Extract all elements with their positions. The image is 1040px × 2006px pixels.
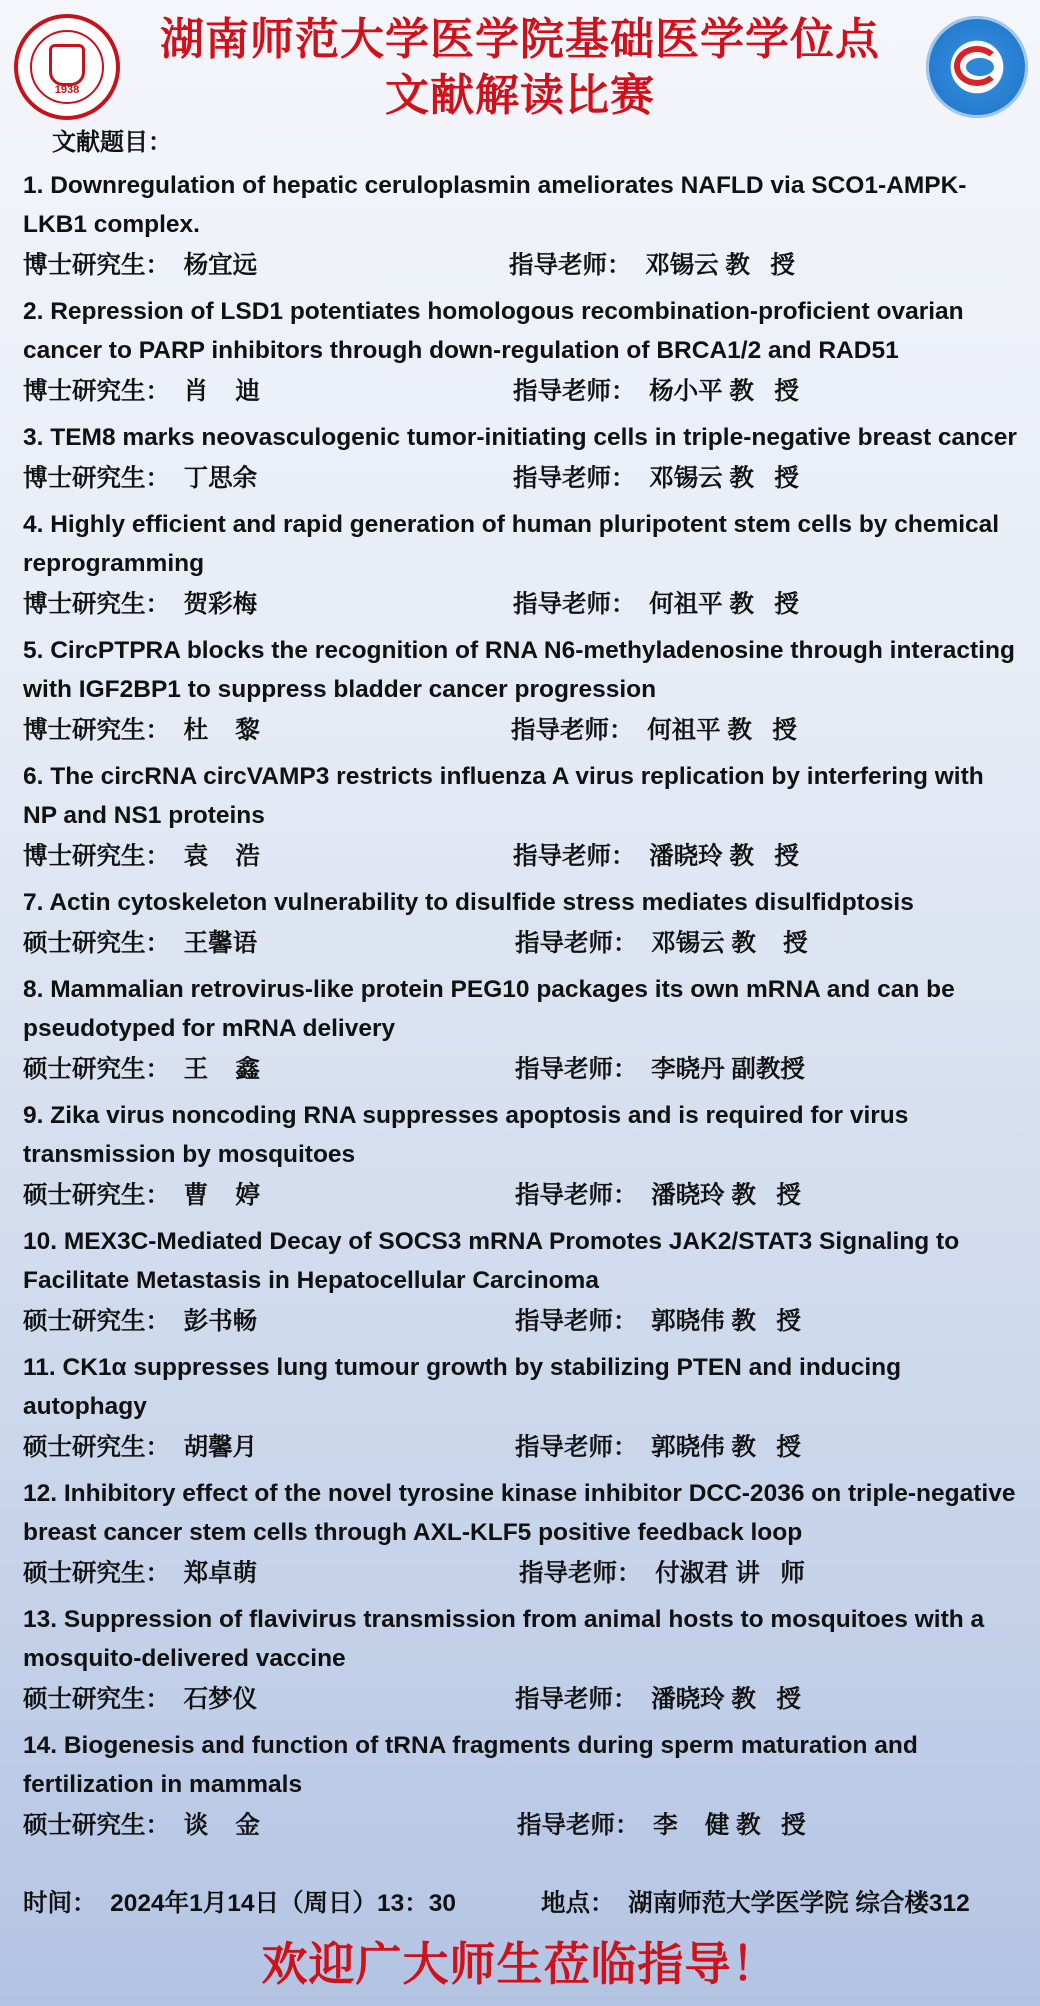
student-name: 博士研究生： 杨宜远 <box>23 252 258 279</box>
paper-title: 1. Downregulation of hepatic ceruloplasmin ameliorates NAFLD via SCO1-AMPK-LKB1 complex. <box>23 172 967 238</box>
paper-list <box>23 166 1018 1852</box>
student-name: 博士研究生： 袁 浩 <box>23 843 260 870</box>
paper-people <box>23 1051 1018 1089</box>
advisor-name: 指导老师： 潘晓玲 教 授 <box>515 1182 801 1209</box>
paper-people <box>23 925 1018 963</box>
advisor-name: 指导老师： 郭晓伟 教 授 <box>515 1434 801 1461</box>
paper-title: 6. The circRNA circVAMP3 restricts influenza A virus replication by interfering with NP and NS1 proteins <box>23 763 984 829</box>
advisor-name: 指导老师： 邓锡云 教 授 <box>509 252 795 279</box>
student-name: 博士研究生： 丁思余 <box>23 465 258 492</box>
student-name: 硕士研究生： 石梦仪 <box>23 1686 258 1713</box>
paper-people <box>23 1681 1018 1719</box>
paper-title: 14. Biogenesis and function of tRNA fragments during sperm maturation and fertilization in mammals <box>23 1732 918 1798</box>
paper-people <box>23 838 1018 876</box>
advisor-name: 指导老师： 邓锡云 教 授 <box>513 465 799 492</box>
paper-people <box>23 712 1018 750</box>
paper-title: 13. Suppression of flavivirus transmission from animal hosts to mosquitoes with a mosquito-delivered vaccine <box>23 1606 985 1672</box>
paper-people <box>23 1807 1018 1845</box>
student-name: 硕士研究生： 谈 金 <box>23 1812 260 1839</box>
paper-item <box>23 1222 1018 1341</box>
paper-title: 10. MEX3C-Mediated Decay of SOCS3 mRNA Promotes JAK2/STAT3 Signaling to Facilitate Metastasis in Hepatocellular Carcinoma <box>23 1228 960 1294</box>
advisor-name: 指导老师： 李晓丹 副教授 <box>515 1056 805 1083</box>
medical-school-logo-icon <box>926 16 1028 118</box>
paper-item <box>23 166 1018 285</box>
paper-title: 12. Inhibitory effect of the novel tyrosine kinase inhibitor DCC-2036 on triple-negative breast cancer stem cells through AXL-KLF5 positive feedback loop <box>23 1480 1016 1546</box>
paper-title: 5. CircPTPRA blocks the recognition of RNA N6-methyladenosine through interacting with IGF2BP1 to suppress bladder cancer progression <box>23 637 1015 703</box>
paper-item <box>23 1726 1018 1845</box>
paper-item <box>23 970 1018 1089</box>
paper-people <box>23 1303 1018 1341</box>
paper-title: 3. TEM8 marks neovasculogenic tumor-initiating cells in triple-negative breast cancer <box>23 424 1017 451</box>
student-name: 硕士研究生： 郑卓萌 <box>23 1560 258 1587</box>
paper-people <box>23 1429 1018 1467</box>
student-name: 博士研究生： 贺彩梅 <box>23 591 258 618</box>
paper-people <box>23 586 1018 624</box>
advisor-name: 指导老师： 付淑君 讲 师 <box>519 1560 805 1587</box>
paper-item <box>23 631 1018 750</box>
paper-item <box>23 1348 1018 1467</box>
paper-title: 2. Repression of LSD1 potentiates homologous recombination-proficient ovarian cancer to PARP inhibitors through down-regulation of BRCA1/2 and RAD51 <box>23 298 964 364</box>
section-label: 文献题目： <box>52 129 172 156</box>
advisor-name: 指导老师： 潘晓玲 教 授 <box>515 1686 801 1713</box>
paper-item <box>23 418 1018 498</box>
paper-people <box>23 460 1018 498</box>
paper-item <box>23 1096 1018 1215</box>
advisor-name: 指导老师： 何祖平 教 授 <box>511 717 797 744</box>
paper-title: 11. CK1α suppresses lung tumour growth by stabilizing PTEN and inducing autophagy <box>23 1354 902 1420</box>
student-name: 硕士研究生： 胡馨月 <box>23 1434 258 1461</box>
title-line-1: 湖南师范大学医学院基础医学学位点 <box>160 15 880 64</box>
event-time: 时间： 2024年1月14日（周日）13：30 <box>23 1890 456 1917</box>
paper-title: 8. Mammalian retrovirus-like protein PEG10 packages its own mRNA and can be pseudotyped for mRNA delivery <box>23 976 955 1042</box>
advisor-name: 指导老师： 潘晓玲 教 授 <box>513 843 799 870</box>
paper-people <box>23 373 1018 411</box>
event-place: 地点： 湖南师范大学医学院 综合楼312 <box>541 1890 970 1917</box>
advisor-name: 指导老师： 郭晓伟 教 授 <box>515 1308 801 1335</box>
header <box>0 0 1040 128</box>
seal-year: 1938 <box>54 84 80 96</box>
paper-item <box>23 883 1018 963</box>
paper-people <box>23 1177 1018 1215</box>
paper-item <box>23 1474 1018 1593</box>
student-name: 博士研究生： 肖 迪 <box>23 378 260 405</box>
paper-title: 9. Zika virus noncoding RNA suppresses apoptosis and is required for virus transmission by mosquitoes <box>23 1102 909 1168</box>
paper-item <box>23 292 1018 411</box>
event-info <box>23 1888 970 1920</box>
paper-title: 4. Highly efficient and rapid generation of human pluripotent stem cells by chemical reprogramming <box>23 511 1000 577</box>
paper-item <box>23 1600 1018 1719</box>
advisor-name: 指导老师： 邓锡云 教 授 <box>515 930 808 957</box>
university-seal-icon <box>14 14 120 120</box>
student-name: 硕士研究生： 曹 婷 <box>23 1182 260 1209</box>
advisor-name: 指导老师： 何祖平 教 授 <box>513 591 799 618</box>
paper-item <box>23 505 1018 624</box>
page-title <box>130 12 910 124</box>
student-name: 硕士研究生： 彭书畅 <box>23 1308 258 1335</box>
student-name: 硕士研究生： 王 鑫 <box>23 1056 260 1083</box>
paper-item <box>23 757 1018 876</box>
paper-people <box>23 247 1018 285</box>
paper-title: 7. Actin cytoskeleton vulnerability to disulfide stress mediates disulfidptosis <box>23 889 914 916</box>
paper-people <box>23 1555 1018 1593</box>
title-line-2: 文献解读比赛 <box>385 71 655 120</box>
advisor-name: 指导老师： 杨小平 教 授 <box>513 378 799 405</box>
student-name: 博士研究生： 杜 黎 <box>23 717 260 744</box>
student-name: 硕士研究生： 王馨语 <box>23 930 258 957</box>
welcome-slogan: 欢迎广大师生莅临指导！ <box>261 1938 779 1990</box>
advisor-name: 指导老师： 李 健 教 授 <box>517 1812 806 1839</box>
